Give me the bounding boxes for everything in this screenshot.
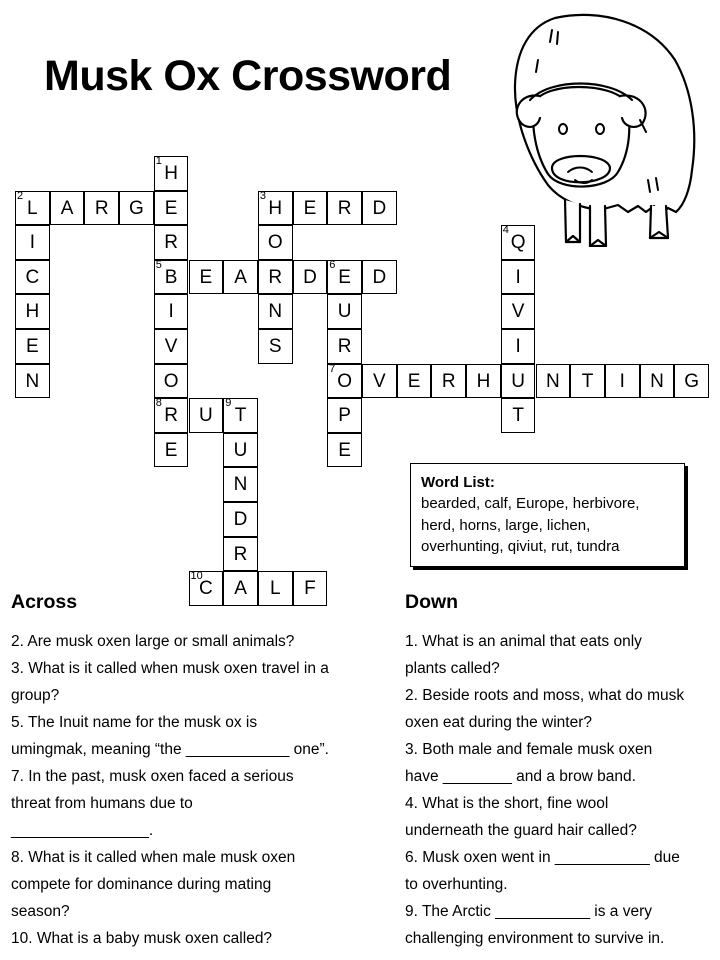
cell-letter: P: [338, 405, 351, 427]
grid-cell: [223, 571, 258, 606]
cell-letter: H: [25, 301, 40, 323]
cell-letter: H: [476, 370, 491, 392]
down-clues: [405, 628, 717, 952]
grid-cell: [223, 537, 258, 572]
grid-cell: [501, 329, 536, 364]
cell-letter: R: [164, 232, 178, 254]
grid-cell: [258, 571, 293, 606]
word-list-box: [410, 463, 685, 567]
clue-number: 6: [329, 258, 336, 271]
cell-letter: D: [233, 509, 248, 530]
cell-letter: E: [26, 336, 39, 357]
word-list-title: Word List:: [421, 474, 495, 491]
grid-cell: [501, 398, 536, 433]
grid-cell: [154, 294, 189, 329]
grid-cell: [293, 191, 328, 226]
across-clue-line: threat from humans due to: [11, 795, 193, 812]
grid-cell: [605, 364, 640, 399]
grid-cell: [362, 364, 397, 399]
grid-cell: [293, 260, 328, 295]
cell-letter: R: [441, 370, 456, 392]
grid-cell: [223, 502, 258, 537]
grid-cell: [223, 260, 258, 295]
clue-number: 3: [259, 189, 267, 202]
grid-cell: [189, 398, 224, 433]
grid-cell: [327, 294, 362, 329]
cell-letter: S: [268, 336, 282, 357]
grid-cell: [536, 364, 571, 399]
cell-letter: G: [129, 197, 144, 219]
down-clue-line: 1. What is an animal that eats only: [405, 633, 642, 650]
down-clue-line: to overhunting.: [405, 876, 508, 893]
grid-cell: [327, 364, 362, 399]
grid-cell: [189, 260, 224, 295]
grid-cell: [15, 329, 50, 364]
cell-letter: U: [198, 405, 213, 427]
cell-letter: R: [268, 266, 283, 288]
cell-letter: N: [545, 370, 560, 392]
grid-cell: [501, 225, 536, 260]
grid-cell: [119, 191, 154, 226]
down-clue-line: 3. Both male and female musk oxen: [405, 741, 653, 758]
clue-number: 9: [225, 397, 232, 410]
cell-letter: R: [337, 336, 352, 357]
grid-cell: [154, 260, 189, 295]
cell-letter: N: [268, 301, 283, 323]
down-clue-line: have ________ and a brow band.: [405, 768, 636, 785]
cell-letter: D: [372, 197, 387, 219]
cell-letter: T: [234, 405, 247, 427]
cell-letter: H: [164, 163, 178, 184]
cell-letter: N: [650, 370, 664, 392]
clue-number: 8: [155, 397, 162, 410]
cell-letter: T: [512, 405, 524, 427]
grid-cell: [154, 364, 189, 399]
grid-cell: [154, 156, 189, 191]
grid-cell: [15, 260, 50, 295]
cell-letter: R: [164, 405, 178, 427]
cell-letter: F: [304, 578, 316, 600]
down-clue-line: oxen eat during the winter?: [405, 714, 592, 731]
cell-letter: H: [268, 197, 283, 219]
grid-cell: [223, 433, 258, 468]
grid-cell: [15, 225, 50, 260]
cell-letter: I: [515, 266, 521, 288]
cell-letter: U: [337, 301, 352, 323]
across-clue-line: 7. In the past, musk oxen faced a serious: [11, 768, 294, 785]
cell-letter: I: [168, 301, 174, 323]
cell-letter: Q: [510, 232, 526, 254]
down-heading: Down: [405, 591, 459, 613]
cell-letter: A: [234, 266, 247, 288]
cell-letter: U: [233, 439, 248, 461]
grid-cell: [501, 260, 536, 295]
cell-letter: E: [164, 439, 178, 461]
cell-letter: R: [337, 197, 352, 219]
down-clue-line: 9. The Arctic ___________ is a very: [405, 903, 653, 920]
clue-number: 1: [155, 155, 162, 167]
grid-cell: [154, 191, 189, 226]
cell-letter: N: [25, 370, 40, 392]
cell-letter: O: [337, 370, 353, 392]
cell-letter: L: [27, 197, 38, 219]
across-clue-line: 10. What is a baby musk oxen called?: [11, 930, 273, 947]
word-list-line: overhunting, qiviut, rut, tundra: [421, 538, 620, 555]
across-clue-line: 5. The Inuit name for the musk ox is: [11, 714, 258, 731]
grid-cell: [362, 260, 397, 295]
grid-cell: [15, 294, 50, 329]
grid-cell: [15, 191, 50, 226]
grid-cell: [189, 571, 224, 606]
cell-letter: A: [60, 197, 74, 219]
grid-cell: [397, 364, 432, 399]
cell-letter: E: [407, 370, 421, 392]
down-clue-line: underneath the guard hair called?: [405, 822, 637, 839]
word-list-line: bearded, calf, Europe, herbivore,: [421, 495, 640, 512]
cell-letter: V: [164, 336, 178, 357]
grid-cell: [154, 329, 189, 364]
grid-cell: [640, 364, 675, 399]
clue-number: 5: [155, 258, 162, 271]
grid-cell: [258, 294, 293, 329]
across-clue-line: umingmak, meaning “the ____________ one”.: [11, 741, 329, 758]
across-clue-line: compete for dominance during mating: [11, 876, 272, 893]
cell-letter: E: [338, 266, 351, 288]
cell-letter: U: [511, 370, 525, 392]
across-clue-line: 8. What is it called when male musk oxen: [11, 849, 296, 866]
cell-letter: E: [164, 197, 178, 219]
cell-letter: V: [373, 370, 386, 392]
cell-letter: E: [199, 266, 213, 288]
cell-letter: T: [581, 370, 594, 392]
clue-number: 2: [17, 189, 24, 202]
across-clue-line: ________________.: [11, 822, 154, 839]
grid-cell: [327, 329, 362, 364]
grid-cell: [570, 364, 605, 399]
cell-letter: A: [234, 578, 247, 600]
grid-cell: [327, 433, 362, 468]
grid-cell: [154, 225, 189, 260]
grid-cell: [258, 329, 293, 364]
across-heading: Across: [11, 591, 78, 613]
grid-cell: [501, 364, 536, 399]
cell-letter: C: [198, 578, 213, 600]
grid-cell: [154, 398, 189, 433]
cell-letter: D: [372, 266, 387, 288]
across-clues: [11, 628, 381, 952]
word-list-line: herd, horns, large, lichen,: [421, 516, 591, 534]
down-clue-line: 2. Beside roots and moss, what do musk: [405, 687, 685, 704]
across-clue-line: 3. What is it called when musk oxen travel in a: [11, 660, 329, 677]
grid-cell: [154, 433, 189, 468]
across-clue-line: season?: [11, 903, 70, 920]
cell-letter: D: [303, 266, 317, 288]
grid-cell: [15, 364, 50, 399]
grid-cell: [431, 364, 466, 399]
cell-letter: V: [511, 301, 525, 323]
cell-letter: I: [515, 336, 521, 357]
cell-letter: E: [303, 197, 317, 219]
grid-cell: [223, 398, 258, 433]
grid-cell: [501, 294, 536, 329]
grid-cell: [327, 260, 362, 295]
grid-cell: [84, 191, 119, 226]
grid-cell: [327, 191, 362, 226]
cell-letter: O: [163, 370, 179, 392]
cell-letter: I: [29, 232, 35, 254]
cell-letter: I: [619, 370, 625, 392]
down-clue-line: challenging environment to survive in.: [405, 930, 665, 947]
grid-cell: [258, 260, 293, 295]
clue-number: 10: [190, 570, 203, 583]
grid-cell: [50, 191, 85, 226]
clue-number: 7: [329, 362, 336, 375]
cell-letter: O: [267, 232, 283, 254]
clue-number: 4: [502, 224, 509, 237]
cell-letter: R: [233, 543, 248, 565]
down-clue-line: plants called?: [405, 660, 500, 677]
grid-cell: [466, 364, 501, 399]
cell-letter: L: [269, 578, 281, 600]
across-clue-line: group?: [11, 687, 60, 704]
down-clue-line: 6. Musk oxen went in ___________ due: [405, 849, 680, 866]
page-title: Musk Ox Crossword: [44, 52, 452, 100]
cell-letter: C: [25, 266, 40, 288]
grid-cell: [327, 398, 362, 433]
across-clue-line: 2. Are musk oxen large or small animals?: [11, 633, 295, 650]
grid-cell: [674, 364, 709, 399]
cell-letter: R: [94, 197, 109, 219]
cell-letter: G: [684, 370, 700, 392]
grid-cell: [293, 571, 328, 606]
down-clue-line: 4. What is the short, fine wool: [405, 795, 609, 812]
grid-cell: [258, 225, 293, 260]
cell-letter: E: [338, 439, 351, 461]
grid-cell: [258, 191, 293, 226]
grid-cell: [223, 467, 258, 502]
cell-letter: N: [233, 474, 248, 496]
grid-cell: [362, 191, 397, 226]
cell-letter: B: [164, 266, 178, 288]
